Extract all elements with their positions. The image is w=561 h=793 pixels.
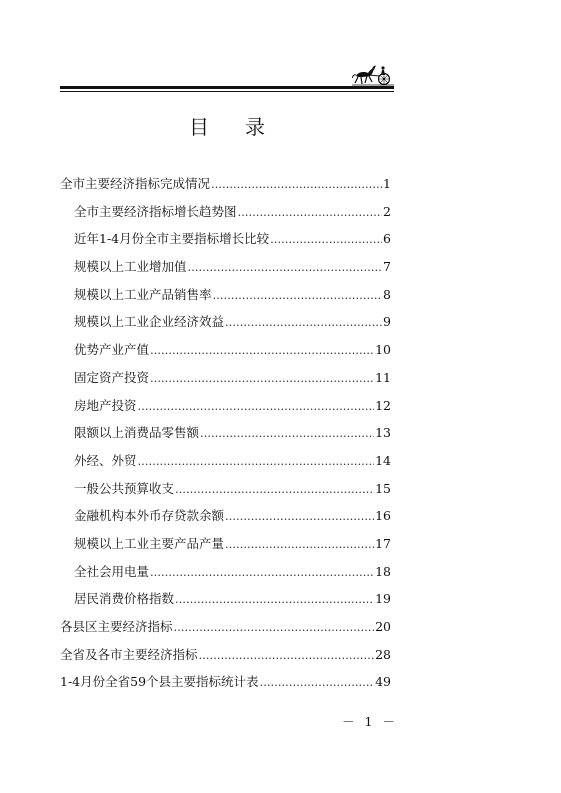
toc-entry[interactable] <box>60 668 391 696</box>
toc-entry-page-number: 6 <box>383 231 391 247</box>
page-title: 目录 <box>189 115 301 139</box>
toc-entry-page-number: 10 <box>375 342 391 358</box>
toc-dot-leader <box>225 503 374 531</box>
toc-entry-page-number: 1 <box>383 176 391 191</box>
toc-entry-label: 全省及各市主要经济指标 <box>60 646 198 662</box>
toc-entry-page-number: 7 <box>383 259 391 275</box>
header-rule-thin <box>60 91 394 92</box>
toc-dot-leader <box>175 586 374 614</box>
toc-entry-page-number: 13 <box>375 425 391 441</box>
toc-entry[interactable] <box>60 475 391 503</box>
toc-entry-label: 全市主要经济指标完成情况 <box>60 176 211 191</box>
toc-dot-leader <box>225 309 382 337</box>
toc-entry[interactable] <box>60 419 391 447</box>
toc-entry-page-number: 8 <box>383 286 391 302</box>
toc-entry-page-number: 15 <box>375 480 391 496</box>
toc-entry[interactable] <box>60 502 391 530</box>
toc-dot-leader <box>138 393 375 421</box>
toc-entry[interactable] <box>60 281 391 309</box>
toc-entry-page-number: 17 <box>375 535 391 551</box>
toc-dot-leader <box>260 669 375 697</box>
toc-entry-page-number: 18 <box>375 563 391 579</box>
toc-dot-leader <box>150 365 374 393</box>
toc-entry-label: 规模以上工业产品销售率 <box>74 286 212 302</box>
toc-dot-leader <box>199 642 375 670</box>
toc-entry-page-number: 2 <box>383 203 391 219</box>
toc-entry[interactable] <box>60 336 391 364</box>
toc-entry[interactable] <box>60 364 391 392</box>
toc-entry-label: 优势产业产值 <box>74 342 150 358</box>
toc-entry-label: 近年1-4月份全市主要指标增长比较 <box>74 231 270 247</box>
toc-entry[interactable] <box>60 198 391 226</box>
toc-entry[interactable] <box>60 585 391 613</box>
toc-entry[interactable] <box>60 641 391 669</box>
toc-entry-page-number: 28 <box>375 646 391 662</box>
toc-entry-page-number: 11 <box>375 369 391 385</box>
toc-entry[interactable] <box>60 392 391 420</box>
page-number: － 1 － <box>342 714 398 729</box>
toc-entry-label: 外经、外贸 <box>74 452 137 468</box>
toc-entry-label: 房地产投资 <box>74 397 137 413</box>
toc-entry-label: 规模以上工业主要产品产量 <box>74 535 225 551</box>
toc-entry[interactable] <box>60 530 391 558</box>
toc-dot-leader <box>175 476 374 504</box>
toc-entry-page-number: 16 <box>375 508 391 524</box>
toc-entry-page-number: 49 <box>375 674 391 690</box>
toc-entry-page-number: 9 <box>383 314 391 330</box>
toc-dot-leader <box>225 531 374 559</box>
toc-entry[interactable] <box>60 447 391 475</box>
toc-entry[interactable] <box>60 308 391 336</box>
toc-entry-label: 金融机构本外币存贷款余额 <box>74 508 225 524</box>
toc-dot-leader <box>211 171 382 199</box>
toc-entry[interactable] <box>60 613 391 641</box>
toc-entry-label: 各县区主要经济指标 <box>60 619 173 634</box>
toc-dot-leader <box>150 337 374 365</box>
toc-entry[interactable] <box>60 225 391 253</box>
toc-entry[interactable] <box>60 170 391 198</box>
table-of-contents <box>60 170 391 696</box>
horse-chariot-icon <box>352 64 394 86</box>
header-rule-thick <box>60 86 394 89</box>
toc-entry-label: 限额以上消费品零售额 <box>74 425 200 441</box>
toc-entry-page-number: 14 <box>375 452 391 468</box>
toc-dot-leader <box>238 199 383 227</box>
toc-entry-label: 1-4月份全省59个县主要指标统计表 <box>60 674 259 690</box>
toc-entry-label: 固定资产投资 <box>74 369 150 385</box>
toc-entry-label: 全社会用电量 <box>74 563 150 579</box>
toc-entry-page-number: 19 <box>375 591 391 607</box>
toc-entry-label: 居民消费价格指数 <box>74 591 175 607</box>
toc-dot-leader <box>270 226 382 254</box>
toc-entry[interactable] <box>60 253 391 281</box>
toc-entry-page-number: 20 <box>375 619 391 634</box>
toc-dot-leader <box>150 559 374 587</box>
toc-dot-leader <box>138 448 375 476</box>
toc-entry[interactable] <box>60 558 391 586</box>
toc-entry-label: 一般公共预算收支 <box>74 480 175 496</box>
toc-entry-label: 全市主要经济指标增长趋势图 <box>74 203 237 219</box>
toc-entry-label: 规模以上工业增加值 <box>74 259 187 275</box>
toc-entry-label: 规模以上工业企业经济效益 <box>74 314 225 330</box>
toc-entry-page-number: 12 <box>375 397 391 413</box>
toc-dot-leader <box>188 254 383 282</box>
toc-dot-leader <box>200 420 374 448</box>
toc-dot-leader <box>213 282 383 310</box>
toc-dot-leader <box>174 614 375 642</box>
